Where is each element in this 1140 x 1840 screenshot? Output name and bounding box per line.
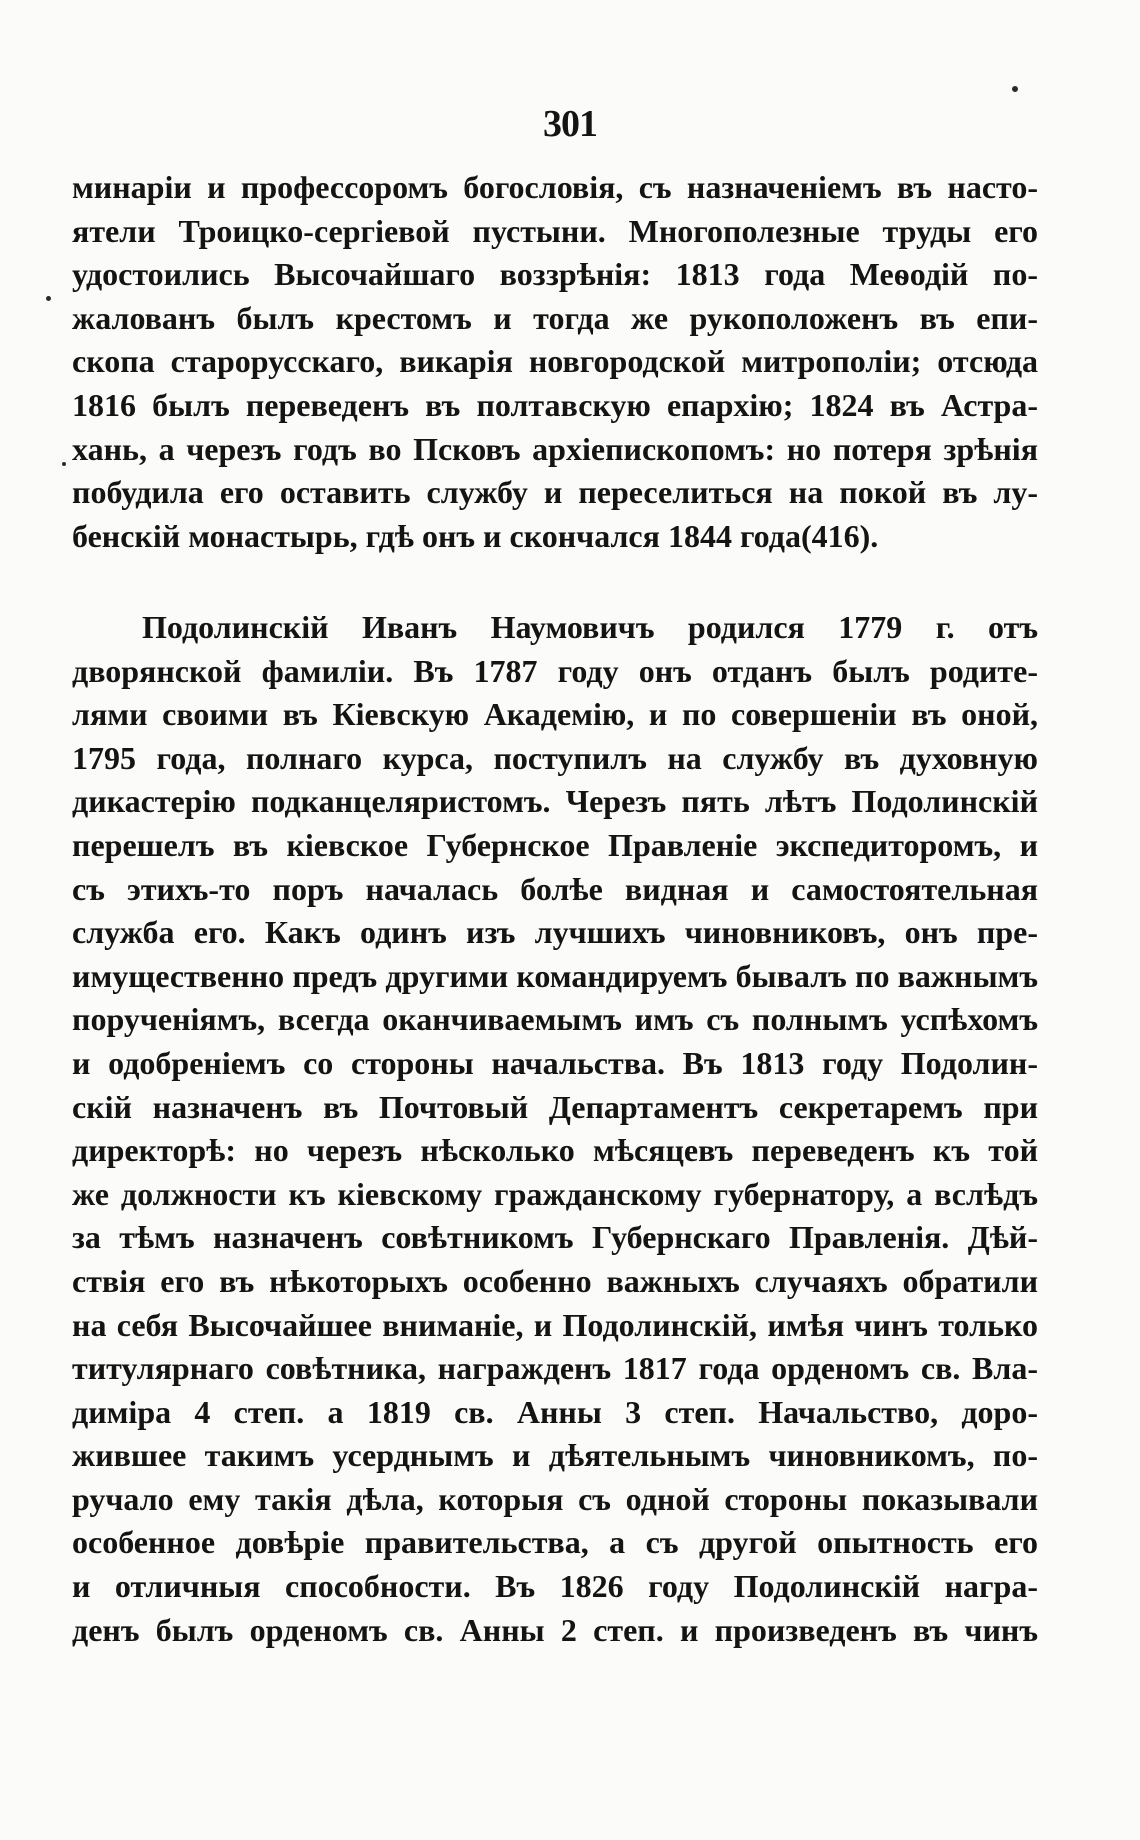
text-line: директорѣ: но черезъ нѣсколько мѣсяцевъ переведенъ къ той <box>72 1132 1038 1169</box>
text-line: хань, а черезъ годъ во Псковъ архiепископомъ: но потеря зрѣнiя <box>72 430 1038 467</box>
text-line: жившее такимъ усерднымъ и дѣятельнымъ чиновникомъ, по- <box>72 1437 1038 1474</box>
text-line: минарiи и профессоромъ богословiя, съ назначенiемъ въ насто- <box>72 169 1038 205</box>
text-line: порученiямъ, всегда оканчиваемымъ имъ съ полнымъ успѣхомъ <box>72 1001 1038 1038</box>
text-line: Подолинскiй Иванъ Наумовичъ родился 1779 г. отъ <box>142 609 1038 645</box>
text-line: и отличныя способности. Въ 1826 году Подолинскiй награ- <box>72 1568 1038 1605</box>
text-line: жалованъ былъ крестомъ и тогда же рукоположенъ въ епи- <box>72 299 1038 336</box>
text-line: 1816 былъ переведенъ въ полтавскую епархiю; 1824 въ Астра- <box>72 386 1038 423</box>
text-line: скiй назначенъ въ Почтовый Департаментъ секретаремъ при <box>72 1088 1038 1125</box>
text-line: за тѣмъ назначенъ совѣтникомъ Губернскаго Правленiя. Дѣй- <box>72 1219 1038 1256</box>
text-line: побудила его оставить службу и переселиться на покой въ лу- <box>72 474 1038 511</box>
text-line: дикастерiю подканцеляристомъ. Черезъ пять лѣтъ Подолинскiй <box>72 783 1038 820</box>
text-line: особенное довѣрiе правительства, а съ другой опытность его <box>72 1524 1038 1561</box>
text-line: димiра 4 степ. а 1819 св. Анны 3 степ. Начальство, доро- <box>72 1393 1038 1430</box>
text-line: служба его. Какъ одинъ изъ лучшихъ чиновниковъ, онъ пре- <box>72 914 1038 951</box>
text-line: же должности къ кiевскому гражданскому губернатору, а вслѣдъ <box>72 1175 1038 1212</box>
text-line: титулярнаго совѣтника, награжденъ 1817 года орденомъ св. Вла- <box>72 1350 1038 1387</box>
text-line: ятели Троицко-сергiевой пустыни. Многополезные труды его <box>72 212 1038 249</box>
text-line: и одобренiемъ со стороны начальства. Въ 1813 году Подолин- <box>72 1044 1038 1081</box>
text-line: денъ былъ орденомъ св. Анны 2 степ. и произведенъ въ чинъ <box>72 1611 1038 1648</box>
text-line: 1795 года, полнаго курса, поступилъ на службу въ духовную <box>72 739 1038 776</box>
text-line: бенскiй монастырь, гдѣ онъ и скончался 1844 года(416). <box>72 517 879 554</box>
scan-speck <box>62 462 66 466</box>
paragraph-2 <box>72 606 1038 1652</box>
text-line: удостоились Высочайшаго воззрѣнiя: 1813 года Меѳодiй по- <box>72 256 1038 293</box>
text-line: на себя Высочайшее вниманiе, и Подолинскiй, имѣя чинъ только <box>72 1306 1038 1343</box>
text-line: ствiя его въ нѣкоторыхъ особенно важныхъ случаяхъ обратили <box>72 1262 1038 1299</box>
text-line: перешелъ въ кiевское Губернское Правленiе экспедиторомъ, и <box>72 826 1038 863</box>
text-line: лями своими въ Кiевскую Академiю, и по совершенiи въ оной, <box>72 696 1038 733</box>
text-line: съ этихъ-то поръ началась болѣе видная и самостоятельная <box>72 870 1038 907</box>
text-line: скопа старорусскаго, викарiя новгородской митрополiи; отсюда <box>72 343 1038 380</box>
scan-speck <box>46 296 51 301</box>
page-number: 301 <box>543 103 597 145</box>
text-line: имущественно предъ другими командируемъ бывалъ по важнымъ <box>72 957 1038 994</box>
paragraph-1 <box>72 166 1038 558</box>
text-line: дворянской фамилiи. Въ 1787 году онъ отданъ былъ родите- <box>72 652 1038 689</box>
text-line: ручало ему такiя дѣла, которыя съ одной стороны показывали <box>72 1480 1038 1517</box>
scan-speck <box>1012 86 1018 92</box>
